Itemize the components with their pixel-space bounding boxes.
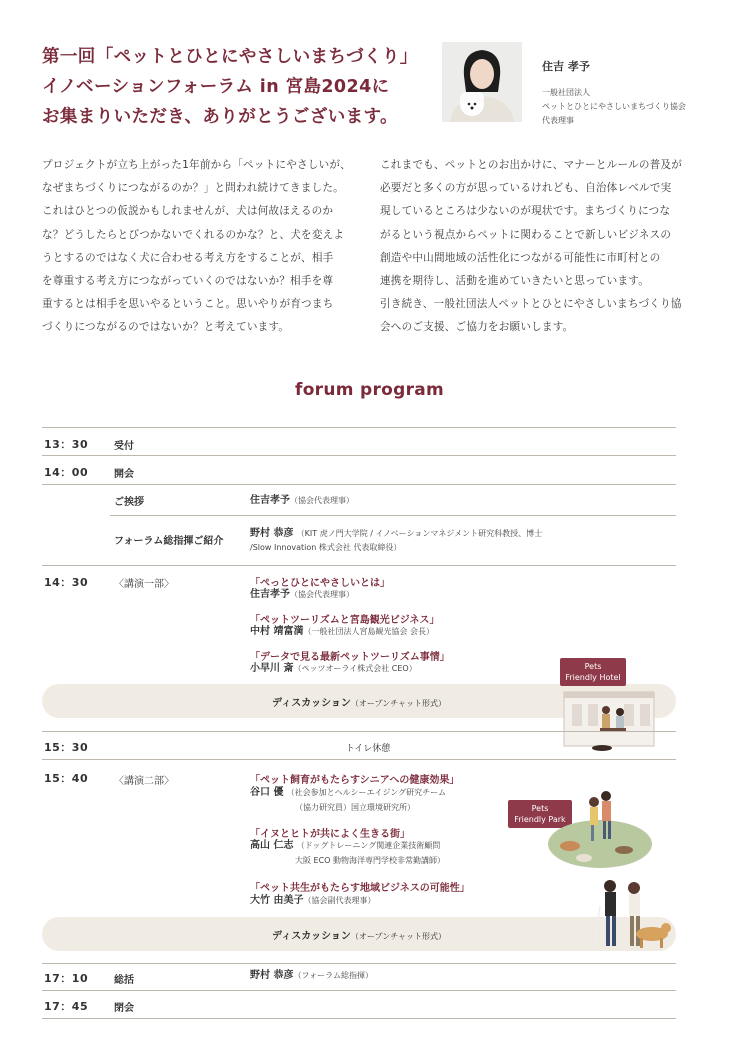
intro-line: これはひとつの仮説かもしれませんが、犬は何故ほえるのか — [42, 205, 334, 218]
author-role: 代表理事 — [542, 116, 574, 125]
label-summary: 総括 — [114, 975, 134, 986]
label-closing: 閉会 — [114, 1003, 134, 1014]
intro-line: 連携を期待し、活動を進めていきたいと思っています。 — [380, 275, 649, 288]
speaker-name: 谷口 優 — [250, 787, 284, 798]
speaker-note: （ドッグトレーニング関連企業技術顧問 — [296, 841, 441, 850]
speaker-note: 大阪 ECO 動物海洋専門学校非常勤講師） — [295, 856, 446, 865]
divider — [42, 1018, 676, 1019]
author-info — [542, 60, 686, 128]
park-illustration — [526, 782, 652, 872]
author-name: 住吉 孝予 — [542, 60, 590, 73]
intro-line: これまでも、ペットとのお出かけに、マナーとルールの普及が — [380, 159, 683, 171]
speaker-name: 大竹 由美子 — [250, 895, 304, 906]
label-opening: 開会 — [114, 469, 134, 480]
divider — [42, 990, 676, 991]
sign-line: Friendly Park — [514, 815, 566, 824]
divider — [42, 455, 676, 456]
speaker-note: （協力研究員）国立環境研究所） — [295, 803, 415, 812]
speaker-name: 住吉孝予 — [250, 589, 290, 600]
intro-line: 引き続き、一般社団法人ペットとひとにやさしいまちづくり協 — [380, 298, 682, 311]
discussion-note: （オープンチャット形式） — [350, 932, 446, 941]
label-reception: 受付 — [114, 441, 134, 452]
divider — [42, 427, 676, 428]
guide-dog-illustration — [586, 876, 676, 954]
pets-friendly-hotel-sign — [560, 658, 626, 686]
summary-speaker — [250, 969, 373, 983]
author-org2: ペットとひとにやさしいまちづくり協会 — [542, 102, 686, 111]
intro-line: 創造や中山間地域の活性化につながる可能性に市町村との — [380, 251, 661, 264]
speaker-name: 小早川 斎 — [250, 663, 294, 674]
discussion-label: ディスカッション — [272, 698, 351, 709]
time-part1: 14：30 — [44, 576, 89, 589]
label-part1: 〈講演一部〉 — [114, 579, 174, 590]
speaker-note: （協会副代表理事） — [303, 896, 376, 905]
sign-line: Friendly Hotel — [565, 673, 621, 682]
divider — [42, 759, 676, 760]
talk-speaker — [250, 588, 354, 602]
author-org1: 一般社団法人 — [542, 88, 590, 97]
speaker-note: （ペッツオーライ株式会社 CEO） — [293, 664, 417, 673]
sign-line: Pets — [531, 804, 549, 813]
title-line-3: お集まりいただき、ありがとうございます。 — [42, 107, 398, 127]
speaker-name: 野村 恭彦 — [250, 528, 294, 539]
discussion-note: （オープンチャット形式） — [350, 699, 446, 708]
intro-line: うとするのではなく犬に合わせる考え方をすることが、相手 — [42, 251, 334, 264]
author-photo — [442, 42, 522, 122]
label-part2: 〈講演二部〉 — [114, 776, 174, 787]
talk-speaker — [250, 625, 434, 639]
talk-title: 「イヌとヒトが共によく生きる街」 — [250, 829, 410, 840]
divider — [42, 731, 676, 732]
talk-title: 「ペット飼育がもたらすシニアへの健康効果」 — [250, 775, 460, 786]
discussion-label: ディスカッション — [272, 931, 351, 942]
program-title: forum program — [295, 380, 445, 400]
intro-line: 現しているところは少ないのが現状です。まちづくりにつな — [380, 205, 671, 218]
intro-line: づくりにつながるのではないか？と考えています。 — [42, 321, 290, 334]
discussion-text — [42, 927, 676, 942]
speaker-note: （協会代表理事） — [290, 496, 354, 505]
talk-title: 「データで見る最新ペットツーリズム事情」 — [250, 652, 450, 663]
time-part2: 15：40 — [44, 772, 89, 785]
label-intro-chair: フォーラム総指揮ご紹介 — [114, 536, 224, 547]
time-closing: 17：45 — [44, 1000, 89, 1013]
intro-line: 必要だと多くの方が思っているけれども、自治体レベルで実 — [380, 182, 672, 195]
intro-line: 会へのご支援、ご協力をお願いします。 — [380, 321, 574, 334]
time-break: 15：30 — [44, 741, 89, 754]
intro-line: な？どうしたらとびつかないでくれるのかな？と、犬を変えよ — [42, 228, 345, 241]
speaker-note: （協会代表理事） — [290, 590, 354, 599]
intro-line: がるという視点からペットに関わることで新しいビジネスの — [380, 228, 672, 241]
divider — [42, 565, 676, 566]
talk-speaker — [250, 786, 446, 800]
speaker-note: （一般社団法人宮島観光協会 会長） — [303, 627, 435, 636]
speaker-name: 野村 恭彦 — [250, 970, 294, 981]
title-line-2: イノベーションフォーラム in 宮島2024に — [42, 77, 390, 97]
speaker-note: （社会参加とヘルシーエイジング研究チーム — [286, 788, 447, 797]
speaker-name: 高山 仁志 — [250, 840, 294, 851]
intro-line: 重するとは相手を思いやるということ。思いやりが育つまち — [42, 298, 334, 311]
speaker-name: 住吉孝予 — [250, 495, 290, 506]
sign-line: Pets — [584, 662, 602, 671]
intro-line: なぜまちづくりにつながるのか？」と問われ続けてきました。 — [42, 182, 344, 195]
title-line-1: 第一回「ペットとひとにやさしいまちづくり」 — [42, 47, 418, 67]
label-greeting: ご挨拶 — [114, 497, 144, 508]
talk-speaker — [250, 839, 440, 853]
intro-line: プロジェクトが立ち上がった1年前から「ペットにやさしいが、 — [42, 159, 351, 171]
talk-title: 「ぺっとひとにやさしいとは」 — [250, 578, 390, 589]
talk-title: 「ペット共生がもたらす地域ビジネスの可能性」 — [250, 883, 470, 894]
intro-line: を尊重する考え方につながっていくのではないか？相手を尊 — [42, 275, 334, 288]
talk-speaker — [250, 894, 375, 908]
divider — [42, 484, 676, 485]
intro-left-column — [42, 154, 362, 340]
speaker-note: （KIT 虎ノ門大学院 / イノベーションマネジメント研究科教授、博士 — [296, 529, 543, 538]
speaker-note: /Slow Innovation 株式会社 代表取締役） — [250, 543, 402, 552]
talk-speaker — [250, 662, 417, 676]
intro-right-column — [380, 154, 700, 340]
divider — [110, 515, 676, 516]
speaker-note: （フォーラム総指揮） — [293, 971, 374, 980]
time-summary: 17：10 — [44, 972, 89, 985]
time-opening: 14：00 — [44, 466, 89, 479]
time-reception: 13：30 — [44, 438, 89, 451]
speaker-name: 中村 靖富満 — [250, 626, 304, 637]
talk-title: 「ペットツーリズムと宮島観光ビジネス」 — [250, 615, 440, 626]
discussion-band-2 — [42, 917, 676, 951]
greeting-speaker — [250, 494, 354, 508]
page-title — [42, 42, 422, 132]
divider — [42, 963, 676, 964]
intro-chair-speaker — [250, 527, 542, 555]
label-break: トイレ休憩 — [345, 744, 391, 754]
